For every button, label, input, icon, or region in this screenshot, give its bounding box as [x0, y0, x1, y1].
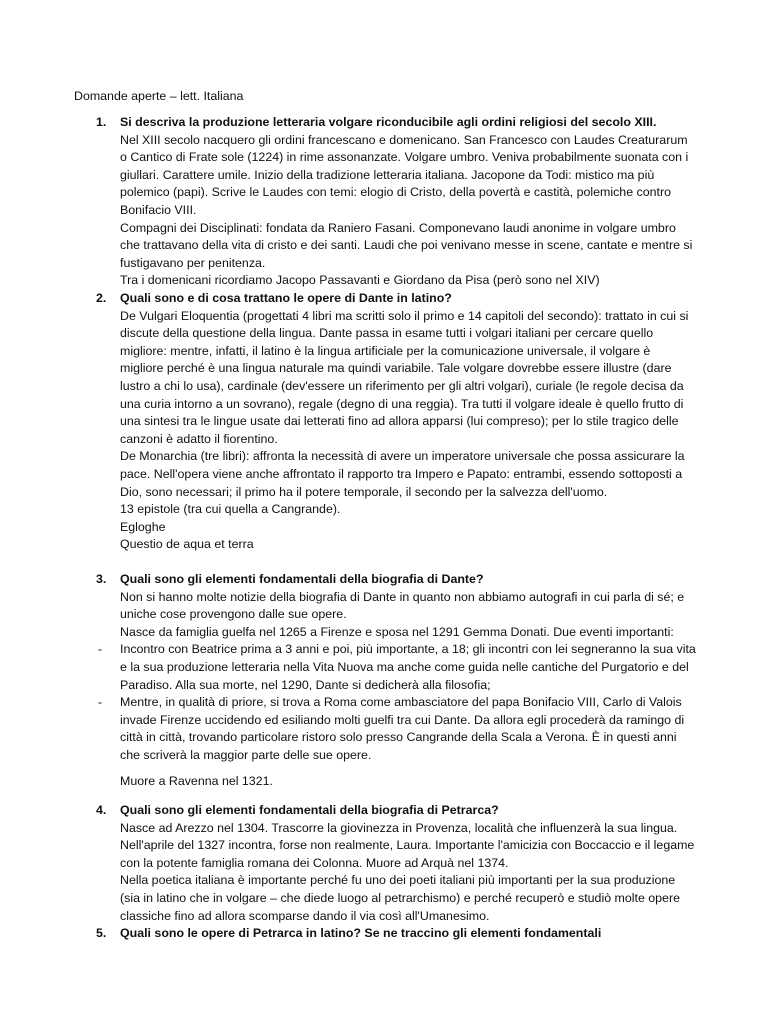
answer-paragraph: Nasce ad Arezzo nel 1304. Trascorre la giovinezza in Provenza, località che influenzerà la sua lingua. Nell'aprile del 1327 incontra, forse non realmente, Laura. Importante l'amicizia con Boccaccio e il legame con la potente famiglia romana dei Colonna. Muore ad Arquà nel 1374.: [120, 820, 695, 870]
question-number: 3.: [96, 572, 107, 586]
question-title: Si descriva la produzione letteraria volgare riconducibile agli ordini religiosi del secolo XIII.: [120, 115, 657, 129]
question-title: Quali sono gli elementi fondamentali della biografia di Dante?: [120, 572, 484, 586]
answer-paragraph: De Vulgari Eloquentia (progettati 4 libri ma scritti solo il primo e 14 capitoli del secondo): trattato in cui si discute della questione della lingua. Dante passa in esame tutti i volgari italiani per cercare quello migliore: mentre, infatti, il latino è la lingua artificiale per la comunicazione universale, il volgare è migliore perché è una lingua naturale ma quindi variabile. Tale volgare dovrebbe essere illustre (dare lustro a chi lo usa), cardinale (dev'essere un riferimento per gli altri volgari), curiale (le regole decisa da una curia intorno a un sovrano), regale (degno di una reggia). Tra tutti il volgare ideale è quello frutto di una sintesi tra le lingue usate dai letterati fino ad allora apparsi (lui compreso); per lo stile tragico delle canzoni è adatto il fiorentino.: [120, 308, 689, 446]
question-title: Quali sono gli elementi fondamentali della biografia di Petrarca?: [120, 803, 499, 817]
answer-paragraph: Nel XIII secolo nacquero gli ordini francescano e domenicano. San Francesco con Laudes Creaturarum o Cantico di Frate sole (1224) in rime assonanzate. Volgare umbro. Veniva probabilmente suonata con i giullari. Carattere umile. Inizio della tradizione letteraria italiana. Jacopone da Todi: mistico ma più polemico (papi). Scrive le Laudes con temi: elogio di Cristo, della povertà e castità, polemiche contro Bonifacio VIII.: [120, 132, 689, 217]
question-number: 2.: [96, 291, 107, 305]
answer-paragraph: De Monarchia (tre libri): affronta la necessità di avere un imperatore universale che possa assicurare la pace. Nell'opera viene anche affrontato il rapporto tra Impero e Papato: entrambi, essendo sottoposti a Dio, sono necessari; il primo ha il potere temporale, il secondo per la salvezza dell'uomo.: [120, 449, 685, 499]
question-title: Quali sono le opere di Petrarca in latino? Se ne traccino gli elementi fondamentali: [120, 926, 602, 940]
question-1: [96, 114, 696, 290]
document-title: Domande aperte – lett. Italiana: [74, 89, 244, 103]
answer-paragraph: 13 epistole (tra cui quella a Cangrande).: [120, 502, 341, 517]
question-title: Quali sono e di cosa trattano le opere di Dante in latino?: [120, 291, 452, 305]
list-item: - Incontro con Beatrice prima a 3 anni e poi, più importante, a 18; gli incontri con lei segneranno la sua vita e la sua produzione letteraria nella Vita Nuova ma anche come guida nelle cantiche del Purgatorio e del Paradiso. Alla sua morte, nel 1290, Dante si dedicherà alla filosofia;: [96, 641, 696, 694]
answer-paragraph: Egloghe: [120, 519, 166, 534]
list-item: - Mentre, in qualità di priore, si trova a Roma come ambasciatore del papa Bonifacio VIII, Carlo di Valois invade Firenze uccidendo ed esiliando molti guelfi tra cui Dante. Da allora egli procederà da ramingo di città in città, trovando particolare ristoro solo presso Cangrande della Scala a Verona. È in questi anni che scriverà la maggior parte delle sue opere.: [96, 694, 696, 764]
question-number: 4.: [96, 803, 107, 817]
answer-paragraph: Nasce da famiglia guelfa nel 1265 a Firenze e sposa nel 1291 Gemma Donati. Due eventi importanti:: [120, 624, 674, 639]
answer-paragraph: Non si hanno molte notizie della biografia di Dante in quanto non abbiamo autografi in cui parla di sé; e uniche cose provengono dalle sue opere.: [120, 589, 685, 622]
question-3: [96, 571, 696, 790]
question-number: 5.: [96, 926, 107, 940]
answer-paragraph: Compagni dei Disciplinati: fondata da Raniero Fasani. Componevano laudi anonime in volgare umbro che trattavano della vita di cristo e dei santi. Laudi che poi venivano messe in scene, cantate e mentre si fustigavano per penitenza.: [120, 220, 693, 270]
answer-paragraph: Nella poetica italiana è importante perché fu uno dei poeti italiani più importanti per la sua produzione (sia in latino che in volgare – che diede luogo al petrarchismo) e perché recuperò e studiò molte opere classiche fino ad allora scomparse dando il via così all'Umanesimo.: [120, 873, 680, 923]
answer-paragraph: Tra i domenicani ricordiamo Jacopo Passavanti e Giordano da Pisa (però sono nel XIV): [120, 273, 600, 288]
question-number: 1.: [96, 115, 107, 129]
answer-paragraph: Questio de aqua et terra: [120, 537, 254, 552]
question-2: [96, 290, 696, 554]
event-list: [120, 641, 696, 764]
question-4: [96, 802, 696, 925]
question-5: [96, 925, 696, 943]
answer-paragraph: Muore a Ravenna nel 1321.: [120, 773, 273, 788]
